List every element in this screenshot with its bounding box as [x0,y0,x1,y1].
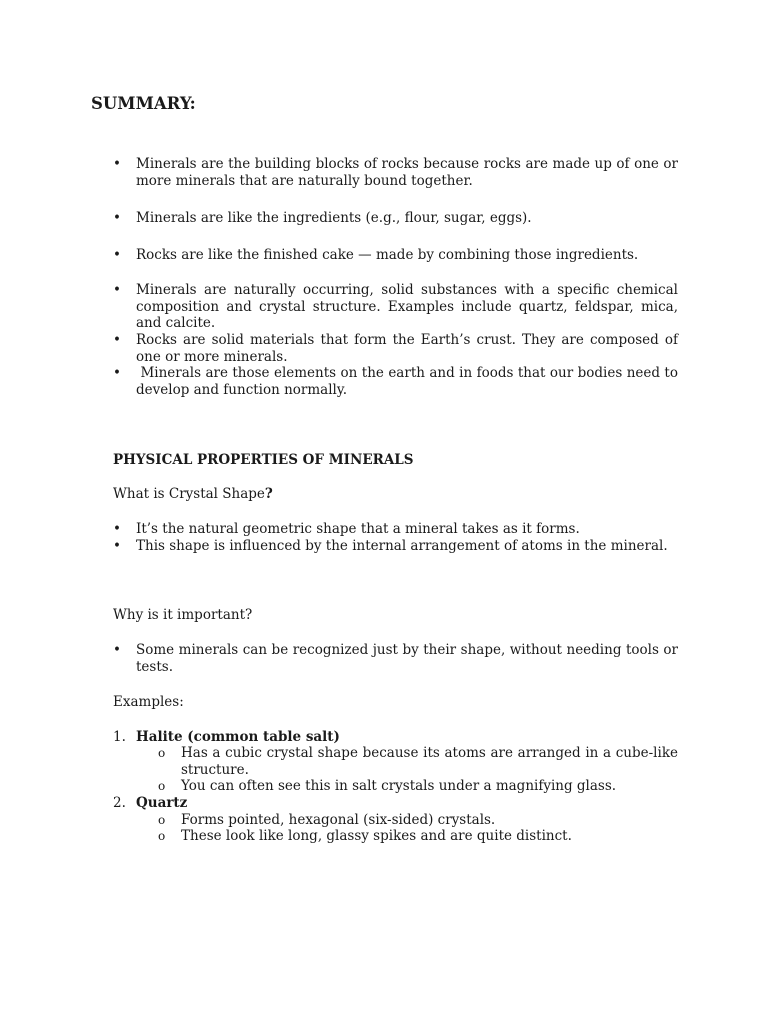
bullet-icon: • [113,521,121,537]
crystal-bullet [113,538,678,555]
question-mark: ? [264,486,273,502]
summary-bullet [113,210,678,227]
bullet-icon: • [113,156,121,172]
summary-bullet-text: Rocks are like the finished cake — made by combining those ingredients. [136,247,639,263]
why-important-question: Why is it important? [113,607,253,623]
important-bullet [113,642,678,675]
example-point-text: You can often see this in salt crystals under a magnifying glass. [181,778,617,794]
example-number: 1. [113,729,126,745]
summary-bullet [113,156,678,189]
example-point-text: Forms pointed, hexagonal (six-sided) crystals. [181,812,496,828]
summary-bullet [113,365,683,398]
crystal-bullet [113,521,678,538]
bullet-icon: • [113,247,121,263]
bullet-icon: • [113,365,121,381]
circle-bullet-icon: o [158,746,166,760]
summary-title: SUMMARY: [91,94,196,113]
properties-heading: PHYSICAL PROPERTIES OF MINERALS [113,452,414,468]
summary-bullet-text: Minerals are like the ingredients (e.g., flour, sugar, eggs). [136,210,532,226]
example-point [158,828,678,845]
crystal-shape-question-text: What is Crystal Shape [113,486,265,502]
bullet-icon: • [113,642,121,658]
summary-bullet [113,247,678,264]
circle-bullet-icon: o [158,813,166,827]
summary-bullet [113,332,678,365]
example-item [113,729,678,746]
summary-bullet-text: Minerals are those elements on the earth and in foods that our bodies need to develop and function normally. [136,365,683,398]
examples-label: Examples: [113,694,184,710]
example-point [158,745,678,778]
example-name: Halite (common table salt) [136,729,340,745]
summary-bullet-text: Rocks are solid materials that form the Earth’s crust. They are composed of one or more minerals. [136,332,678,365]
crystal-bullet-text: It’s the natural geometric shape that a mineral takes as it forms. [136,521,580,537]
circle-bullet-icon: o [158,829,166,843]
summary-bullet-text: Minerals are naturally occurring, solid substances with a specific chemical composition and crystal structure. Examples include quartz, feldspar, mica, and calcite. [136,282,678,331]
example-point [158,812,678,829]
example-point-text: These look like long, glassy spikes and are quite distinct. [181,828,572,844]
example-point-text: Has a cubic crystal shape because its atoms are arranged in a cube-like structure. [181,745,678,778]
bullet-icon: • [113,210,121,226]
crystal-bullet-text: This shape is influenced by the internal arrangement of atoms in the mineral. [136,538,668,554]
bullet-icon: • [113,538,121,554]
bullet-icon: • [113,332,121,348]
bullet-icon: • [113,282,121,298]
example-point [158,778,678,795]
summary-bullet-text: Minerals are the building blocks of rocks because rocks are made up of one or more minerals that are naturally bound together. [136,156,678,189]
important-bullet-text: Some minerals can be recognized just by their shape, without needing tools or tests. [136,642,678,675]
circle-bullet-icon: o [158,779,166,793]
crystal-shape-question [113,486,678,503]
example-item [113,795,678,812]
summary-bullet [113,282,678,332]
example-name: Quartz [136,795,188,811]
example-number: 2. [113,795,126,811]
